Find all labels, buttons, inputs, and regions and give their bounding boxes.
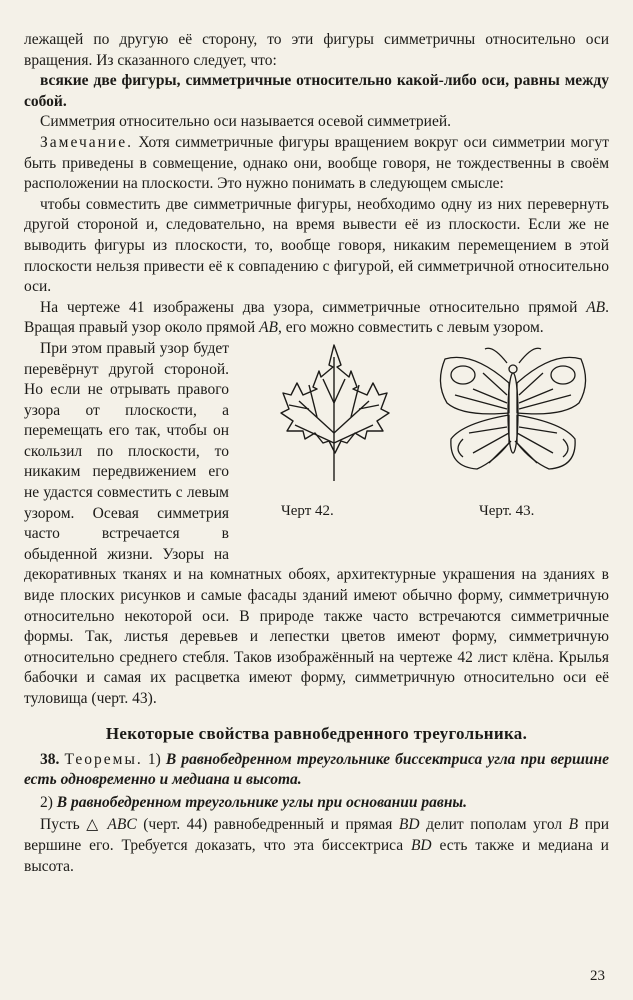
theorem-2: [24, 793, 609, 814]
triangle-abc-label: ABC: [107, 816, 137, 834]
paragraph-intro: лежащей по другую её сторону, то эти фигуры симметричны относительно оси вращения. Из сказанного следует, что:: [24, 31, 609, 69]
theorem-item2-text: В равнобедренном треугольнике углы при основании равны.: [56, 793, 468, 811]
proof-text-e: есть также и медиана и высота.: [24, 836, 609, 875]
proof-text-a: Пусть: [40, 816, 87, 834]
paragraph-everyday-symmetry: При этом правый узор будет перевёрнут другой стороной. Но если не отрывать правого узора от плоскости, а перемещать его так, чтобы он скользил по плоскости, то никаким передвижением его не удастся совместить с левым узором. Осевая симметрия часто встречается в обыденной жизни. Узоры на декоративных тканях и на комнатных обоях, архитектурные украшения на зданиях в виде плоских рисунков и самые фасады зданий имеют обычно форму, симметричную относительно некоторой оси. В природе также часто встречаются симметричные формы. Так, листья деревьев и лепестки цветов имеют форму, симметричную относительно среднего стебля. Таков изображённый на чертеже 42 лист клёна. Крылья бабочки и самая их расцветка имеют форму, симметричную относительно оси её туловища (черт. 43).: [24, 339, 609, 707]
figures-block: [237, 343, 609, 561]
page-body: [24, 30, 609, 877]
paragraph-axial-symmetry-definition: Симметрия относительно оси называется осевой симметрией.: [40, 113, 452, 131]
drawing-41-text-b: . Вращая правый узор около прямой: [24, 298, 609, 337]
theorem-label: Теоремы.: [64, 750, 143, 768]
theorem-item2-number: 2): [40, 793, 53, 811]
leaf-caption: Черт 42.: [281, 502, 334, 519]
triangle-icon: △: [86, 816, 101, 834]
angle-b-label: B: [568, 816, 579, 834]
proof-text-b: (черт. 44) равнобедренный и прямая: [136, 816, 399, 834]
line-bd-label: BD: [398, 816, 420, 834]
line-ab-label: AB: [259, 319, 279, 337]
theorem-number: 38.: [40, 750, 60, 768]
theorem-item1-number: 1): [147, 750, 161, 768]
theorem-1: [24, 750, 609, 791]
proof-text-c: делит пополам угол: [419, 816, 569, 834]
paragraph-proof: [24, 815, 609, 877]
proof-text-d: при вершине его. Требуется доказать, что эта биссектриса: [24, 816, 610, 854]
paragraph-remark: [24, 133, 609, 195]
line-ab-label: AB: [586, 298, 606, 316]
butterfly-figure: [433, 343, 593, 483]
page-number: 23: [590, 968, 605, 984]
remark-text: Хотя симметричные фигуры вращением вокруг оси симметрии могут быть приведены в совмещение, однако они, вообще говоря, не тождественны в своём расположении на плоскости. Это нужно понимать в следующем смысле:: [24, 133, 609, 193]
paragraph-drawing-41: [24, 298, 609, 339]
remark-label: Замечание.: [40, 133, 133, 151]
section-title: Некоторые свойства равнобедренного треугольника.: [105, 723, 528, 743]
line-bd-label: BD: [410, 836, 432, 854]
figures-and-text: [24, 339, 609, 710]
theorem-item1-text: В равнобедренном треугольнике биссектриса угла при вершине есть одновременно и медиана и высота.: [24, 750, 610, 789]
paragraph-remark-explanation: чтобы совместить две симметричные фигуры, необходимо одну из них перевернуть другой стороной и, следовательно, на время вывести её из плоскости. Если же не выводить фигуры из плоскости, то, вообще говоря, никаким перемещением в этой плоскости нельзя привести её к совпадению с фигурой, ей симметричной относительно оси.: [24, 195, 609, 296]
butterfly-caption: Черт. 43.: [479, 502, 535, 519]
maple-leaf-figure: [259, 343, 409, 483]
paragraph-conclusion-bold: всякие две фигуры, симметричные относительно какой-либо оси, равны между собой.: [24, 72, 609, 110]
drawing-41-text-c: , его можно совместить с левым узором.: [278, 319, 544, 337]
drawing-41-text-a: На чертеже 41 изображены два узора, симметричные относительно прямой: [40, 298, 587, 316]
